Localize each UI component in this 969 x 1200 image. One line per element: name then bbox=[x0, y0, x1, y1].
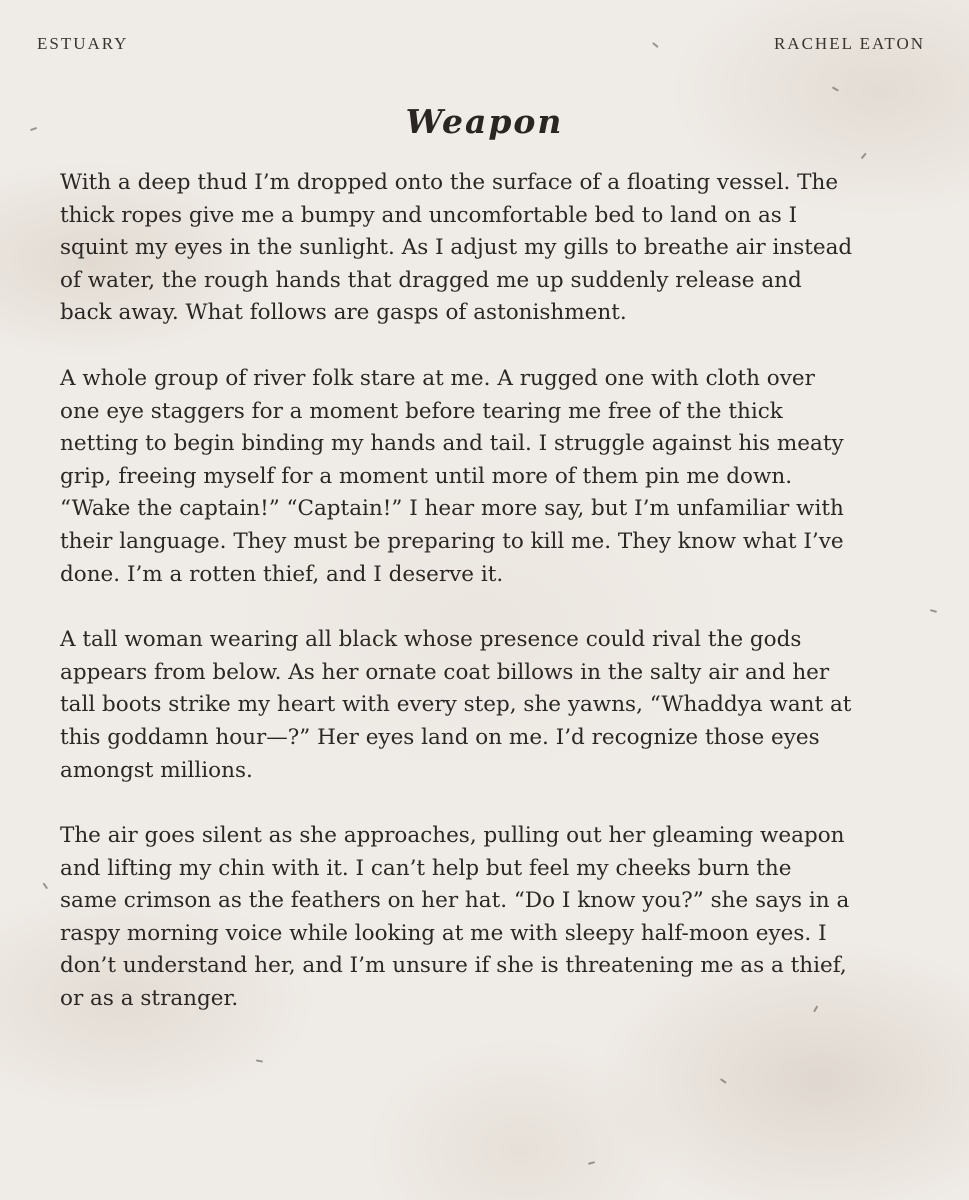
paragraph bbox=[60, 167, 922, 330]
paper-speck bbox=[256, 1059, 263, 1062]
publication-name: ESTUARY bbox=[37, 34, 129, 53]
text-line: squint my eyes in the sunlight. As I adjust my gills to breathe air instead bbox=[60, 235, 853, 261]
text-line: thick ropes give me a bumpy and uncomfortable bed to land on as I bbox=[60, 202, 798, 228]
text-line: back away. What follows are gasps of astonishment. bbox=[60, 300, 627, 326]
paragraph bbox=[60, 820, 922, 1016]
text-line: done. I’m a rotten thief, and I deserve it. bbox=[60, 561, 504, 587]
story-body bbox=[60, 167, 922, 1049]
paper-speck bbox=[930, 609, 937, 612]
text-line: “Wake the captain!” “Captain!” I hear more say, but I’m unfamiliar with bbox=[60, 496, 844, 522]
text-line: and lifting my chin with it. I can’t help but feel my cheeks burn the bbox=[60, 855, 792, 881]
text-line: tall boots strike my heart with every step, she yawns, “Whaddya want at bbox=[60, 692, 852, 718]
paragraph bbox=[60, 363, 922, 591]
author-name: RACHEL EATON bbox=[773, 34, 925, 53]
text-line: With a deep thud I’m dropped onto the surface of a floating vessel. The bbox=[60, 170, 839, 195]
paper-speck bbox=[588, 1161, 595, 1164]
text-line: netting to begin binding my hands and tail. I struggle against his meaty bbox=[60, 431, 844, 457]
text-line: A tall woman wearing all black whose presence could rival the gods bbox=[60, 627, 802, 653]
text-line: or as a stranger. bbox=[60, 986, 239, 1012]
text-line: grip, freeing myself for a moment until more of them pin me down. bbox=[60, 463, 793, 489]
text-line: one eye staggers for a moment before tearing me free of the thick bbox=[60, 398, 783, 424]
paper-speck bbox=[832, 86, 839, 91]
text-line: this goddamn hour—?” Her eyes land on me. I’d recognize those eyes bbox=[60, 724, 820, 750]
page-header bbox=[37, 34, 925, 54]
text-line: same crimson as the feathers on her hat. “Do I know you?” she says in a bbox=[60, 888, 850, 914]
paper-speck bbox=[720, 1078, 727, 1083]
story-title: Weapon bbox=[405, 102, 564, 141]
text-line: raspy morning voice while looking at me with sleepy half-moon eyes. I bbox=[60, 920, 827, 946]
text-line: their language. They must be preparing to kill me. They know what I’ve bbox=[60, 528, 844, 554]
paragraph bbox=[60, 624, 922, 787]
text-line: appears from below. As her ornate coat billows in the salty air and her bbox=[60, 659, 830, 685]
paper-speck bbox=[861, 153, 867, 159]
text-line: A whole group of river folk stare at me. A rugged one with cloth over bbox=[60, 365, 815, 391]
text-line: of water, the rough hands that dragged me up suddenly release and bbox=[60, 267, 802, 293]
text-line: The air goes silent as she approaches, pulling out her gleaming weapon bbox=[60, 823, 845, 849]
text-line: amongst millions. bbox=[60, 757, 253, 783]
paper-speck bbox=[43, 882, 48, 889]
text-line: don’t understand her, and I’m unsure if she is threatening me as a thief, bbox=[60, 953, 847, 979]
